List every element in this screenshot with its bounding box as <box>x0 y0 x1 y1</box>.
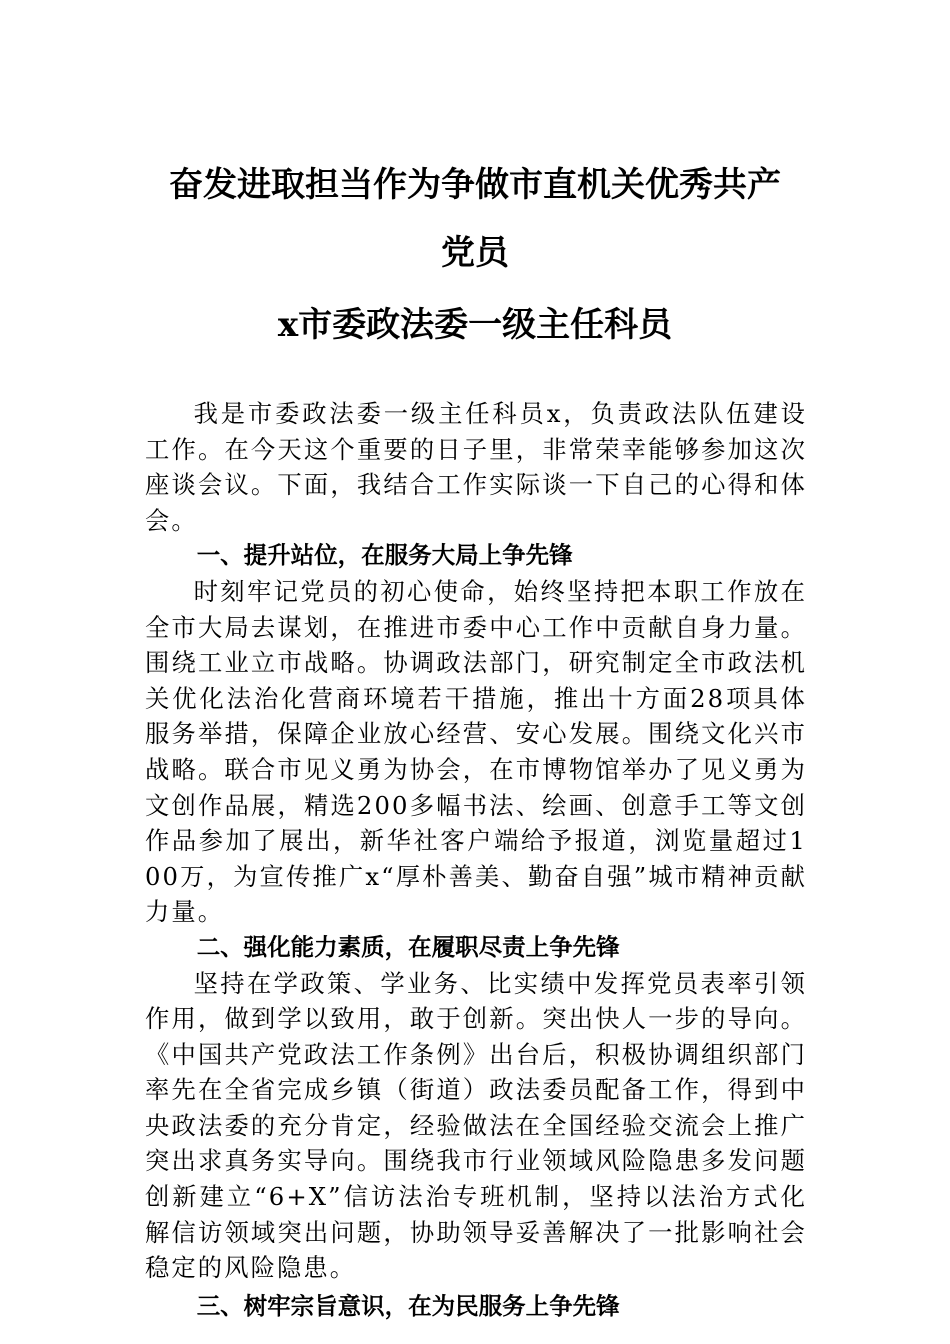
document-title-line-2: 党员 <box>441 233 509 273</box>
section-heading-3: 三、树牢宗旨意识，在为民服务上争先锋 <box>196 1291 620 1320</box>
section-heading-1: 一、提升站位，在服务大局上争先锋 <box>196 541 573 570</box>
document-body <box>145 396 807 1324</box>
document-title-line-1: 奋发进取担当作为争做市直机关优秀共产 <box>169 165 781 205</box>
section-paragraph-1: 时刻牢记党员的初心使命，始终坚持把本职工作放在全市大局去谋划，在推进市委中心工作中贡献自身力量。围绕工业立市战略。协调政法部门，研究制定全市政法机关优化法治化营商环境若干措施，推出十方面28项具体服务举措，保障企业放心经营、安心发展。围绕文化兴市战略。联合市见义勇为协会，在市博物馆举办了见义勇为文创作品展，精选200多幅书法、绘画、创意手工等文创作品参加了展出，新华社客户端给予报道，浏览量超过100万，为宣传推广x“厚朴善美、勤奋自强”城市精神贡献力量。 <box>145 576 807 927</box>
section-paragraph-2: 坚持在学政策、学业务、比实绩中发挥党员表率引领作用，做到学以致用，敢于创新。突出快人一步的导向。《中国共产党政法工作条例》出台后，积极协调组织部门率先在全省完成乡镇（街道）政法委员配备工作，得到中央政法委的充分肯定，经验做法在全国经验交流会上推广突出求真务实导向。围绕我市行业领域风险隐患多发问题创新建立“6+X”信访法治专班机制，坚持以法治方式化解信访领域突出问题，协助领导妥善解决了一批影响社会稳定的风险隐患。 <box>145 968 807 1283</box>
intro-paragraph: 我是市委政法委一级主任科员x，负责政法队伍建设工作。在今天这个重要的日子里，非常荣幸能够参加这次座谈会议。下面，我结合工作实际谈一下自己的心得和体会。 <box>145 399 808 535</box>
section-heading-2: 二、强化能力素质，在履职尽责上争先锋 <box>196 932 620 961</box>
document-subtitle: x市委政法委一级主任科员 <box>277 305 673 345</box>
